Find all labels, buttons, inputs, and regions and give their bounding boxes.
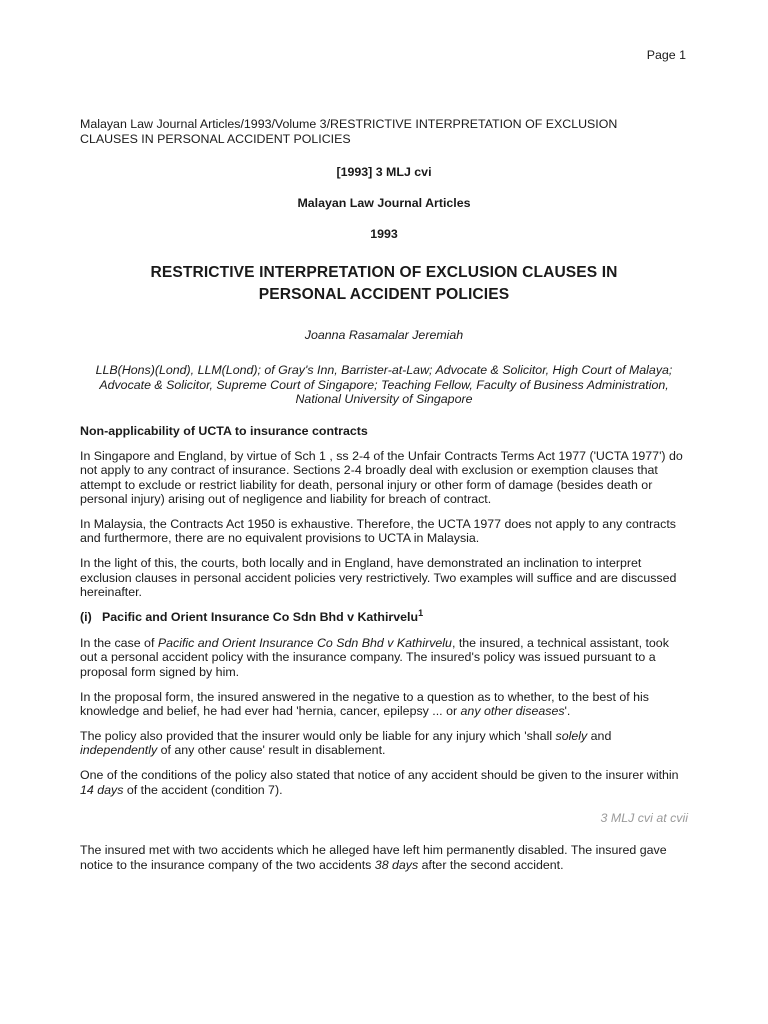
emphasis: 38 days [374,857,419,872]
credentials-line: National University of Singapore [295,392,473,406]
text-run: , the insured, a technical assistant, took out a personal accident policy with the insurance company. The insured's policy was issued pursuant to a proposal form signed by him. [80,635,669,680]
emphasis: independently [80,743,158,758]
text-run: In the proposal form, the insured answered in the negative to a question as to whether, to the best of his knowledge and belief, he had ever had 'hernia, cancer, epilepsy ... or [80,689,649,719]
article-title [80,262,688,306]
emphasis: solely [555,728,588,743]
author-name: Joanna Rasamalar Jeremiah [304,328,464,342]
text-run: One of the conditions of the policy also stated that notice of any accident should be given to the insurer within [80,768,679,782]
text-run: In the case of [80,635,158,650]
paragraph [80,690,688,719]
article-title-line: PERSONAL ACCIDENT POLICIES [258,286,510,303]
citation: [1993] 3 MLJ cvi [336,165,432,179]
paragraph [80,729,688,758]
document-body [80,117,688,882]
paragraph [80,636,688,680]
footnote-marker[interactable]: 1 [418,607,424,618]
section-heading: Non-applicability of UCTA to insurance contracts [80,423,368,438]
text-run: of the accident (condition 7). [123,782,283,797]
author-credentials [80,363,688,407]
case-name: Pacific and Orient Insurance Co Sdn Bhd v Kathirvelu [157,635,452,650]
paragraph [80,768,688,797]
paragraph: In the light of this, the courts, both locally and in England, have demonstrated an inclination to interpret exclusion clauses in personal accident policies very restrictively. Two examples will suffice and are discussed hereinafter. [80,556,677,600]
breadcrumb [80,117,688,147]
emphasis: 14 days [80,782,124,797]
text-run: after the second accident. [418,857,564,872]
article-title-line: RESTRICTIVE INTERPRETATION OF EXCLUSION CLAUSES IN [150,264,618,281]
credentials-line: Advocate & Solicitor, Supreme Court of Singapore; Teaching Fellow, Faculty of Business Administration, [99,377,669,392]
text-run: of any other cause' result in disablement. [157,743,386,758]
breadcrumb-line: CLAUSES IN PERSONAL ACCIDENT POLICIES [80,132,351,146]
text-run: and [587,728,612,743]
text-run: The policy also provided that the insurer would only be liable for any injury which 'shall [80,728,556,743]
case-heading [80,607,688,625]
page-number: Page 1 [646,48,686,62]
text-run: '. [564,704,571,719]
paragraph: In Singapore and England, by virtue of Sch 1 , ss 2-4 of the Unfair Contracts Terms Act 1977 ('UCTA 1977') do not apply to any contract of insurance. Sections 2-4 broadly deal with exclusion or exemption clauses that attempt to exclude or restrict liability for death, personal injury or other form of damage (besides death or personal injury) arising out of negligence and liability for breach of contract. [80,448,683,507]
credentials-line: LLB(Hons)(Lond), LLM(Lond); of Gray's Inn, Barrister-at-Law; Advocate & Solicitor, High Court of Malaya; [95,363,673,377]
case-heading-text: (i) Pacific and Orient Insurance Co Sdn Bhd v Kathirvelu [80,609,419,624]
paragraph [80,843,688,872]
text-run: The insured met with two accidents which he alleged have left him permanently disabled. The insured gave notice to the insurance company of the two accidents [80,843,667,872]
breadcrumb-line: Malayan Law Journal Articles/1993/Volume 3/RESTRICTIVE INTERPRETATION OF EXCLUSION [80,117,618,131]
page-marker: 3 MLJ cvi at cvii [600,811,688,826]
emphasis: any other diseases [460,704,565,719]
paragraph: In Malaysia, the Contracts Act 1950 is exhaustive. Therefore, the UCTA 1977 does not apply to any contracts and furthermore, there are no equivalent provisions to UCTA in Malaysia. [80,516,676,546]
publication-year: 1993 [370,227,398,241]
journal-name: Malayan Law Journal Articles [297,196,471,210]
